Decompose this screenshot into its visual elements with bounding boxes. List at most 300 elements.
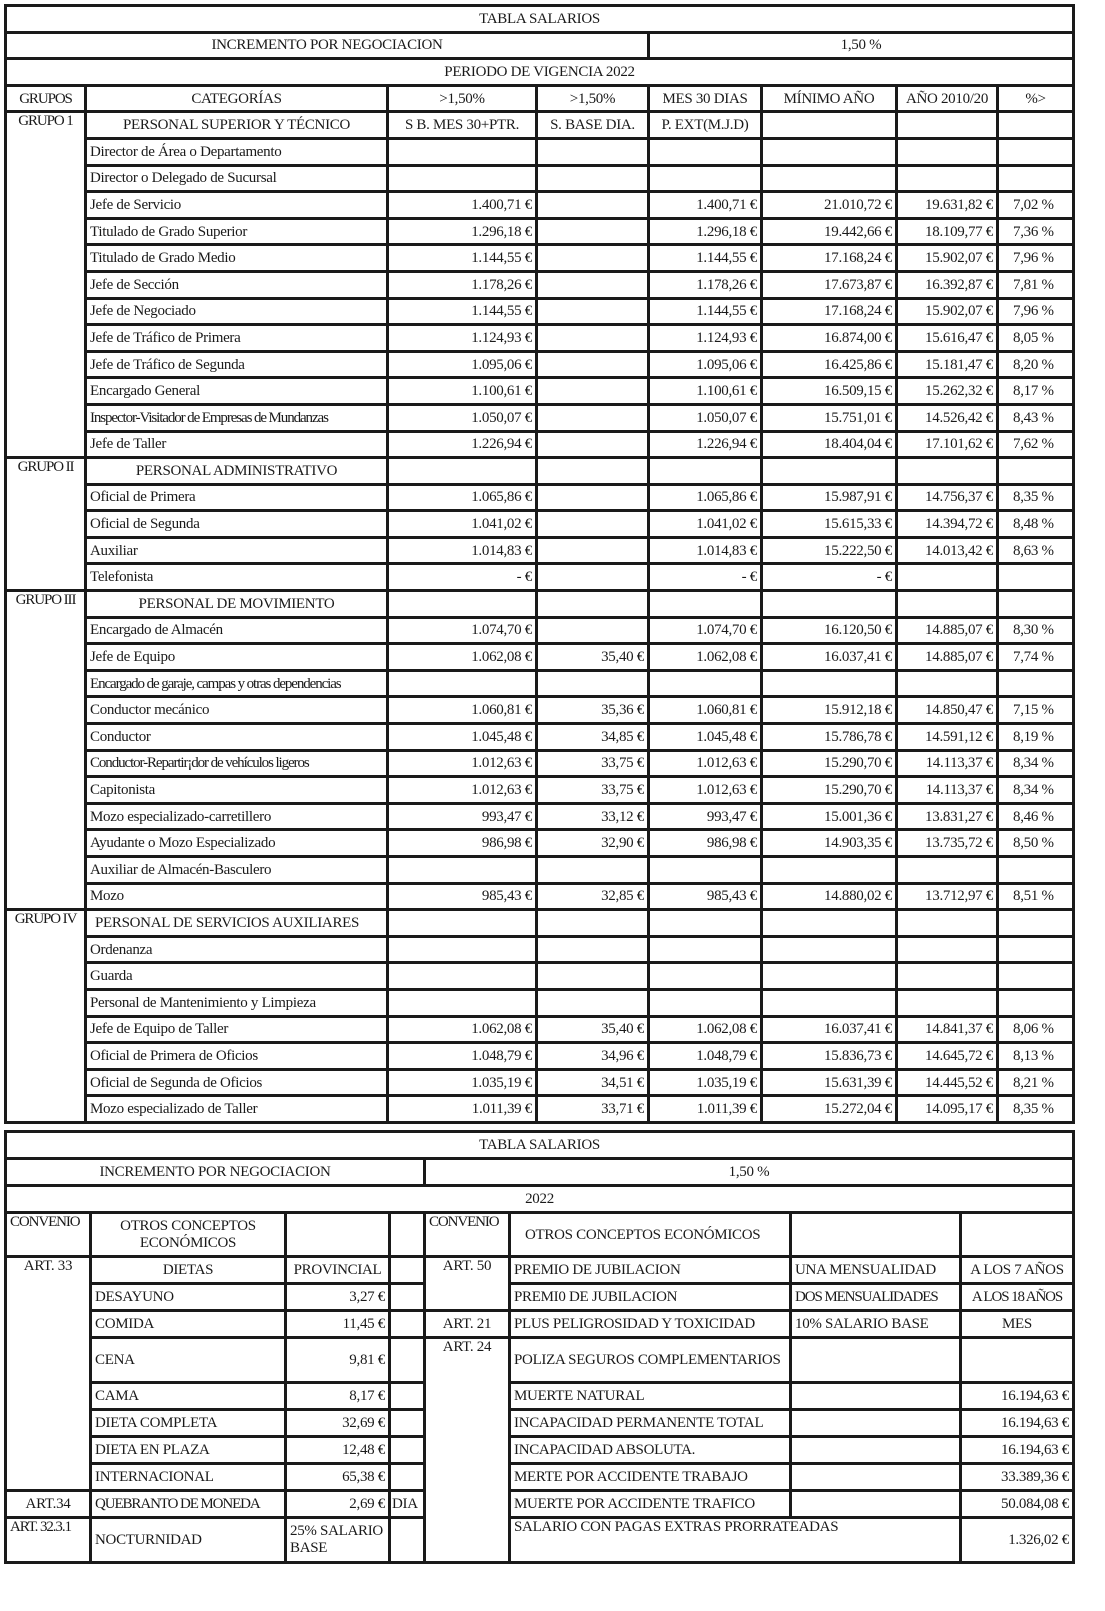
header-minimo-ano: MÍNIMO AÑO xyxy=(762,85,897,112)
empty-cell xyxy=(286,1213,390,1257)
extra-pay: 1.062,08 € xyxy=(649,1016,762,1043)
extra-pay: 1.012,63 € xyxy=(649,777,762,804)
extra-pay: 1.144,55 € xyxy=(649,298,762,325)
table-row xyxy=(6,271,1074,298)
salary-base-day: 34,85 € xyxy=(537,724,649,751)
salary-base-month: 1.014,83 € xyxy=(388,537,537,564)
empty-cell xyxy=(388,591,537,618)
category-name: Oficial de Segunda de Oficios xyxy=(86,1069,388,1096)
extra-pay: 1.012,63 € xyxy=(649,750,762,777)
salary-base-month: 1.035,19 € xyxy=(388,1069,537,1096)
extra-pay: 1.124,93 € xyxy=(649,325,762,352)
salary-base-month: 1.100,61 € xyxy=(388,378,537,405)
category-name: Oficial de Primera xyxy=(86,484,388,511)
category-name: Oficial de Primera de Oficios xyxy=(86,1043,388,1070)
empty-cell xyxy=(762,910,897,937)
empty-cell xyxy=(791,1338,961,1383)
previous-year: 13.735,72 € xyxy=(897,830,998,857)
empty-cell xyxy=(388,910,537,937)
minimum-year: 21.010,72 € xyxy=(762,192,897,219)
salary-base-day xyxy=(537,857,649,884)
previous-year: 14.445,52 € xyxy=(897,1069,998,1096)
seguro-value: 16.194,63 € xyxy=(961,1410,1074,1437)
salary-base-day: 35,36 € xyxy=(537,697,649,724)
salary-base-month: 1.074,70 € xyxy=(388,617,537,644)
increase-pct: 8,51 % xyxy=(998,883,1074,910)
empty-cell xyxy=(388,458,537,485)
salary-base-day xyxy=(537,617,649,644)
minimum-year: 15.290,70 € xyxy=(762,750,897,777)
seguro-concept: INCAPACIDAD PERMANENTE TOTAL xyxy=(510,1410,791,1437)
empty-cell xyxy=(390,1518,425,1563)
previous-year xyxy=(897,670,998,697)
premio1-value: UNA MENSUALIDAD xyxy=(791,1257,961,1284)
salary-base-month: 1.050,07 € xyxy=(388,404,537,431)
empty-cell xyxy=(649,458,762,485)
salary-base-month xyxy=(388,989,537,1016)
minimum-year: 15.786,78 € xyxy=(762,724,897,751)
salary-base-day xyxy=(537,378,649,405)
minimum-year: 18.404,04 € xyxy=(762,431,897,458)
header-row xyxy=(6,85,1074,112)
subheader: S B. MES 30+PTR. xyxy=(388,112,537,139)
category-name: Mozo xyxy=(86,883,388,910)
quebranto-unit: DIA xyxy=(390,1491,425,1518)
art34-label: ART.34 xyxy=(6,1491,91,1518)
category-name: Jefe de Servicio xyxy=(86,192,388,219)
table2-year: 2022 xyxy=(6,1186,1074,1213)
salary-base-day xyxy=(537,963,649,990)
minimum-year: 15.615,33 € xyxy=(762,511,897,538)
group-title: PERSONAL SUPERIOR Y TÉCNICO xyxy=(86,112,388,139)
increase-pct xyxy=(998,564,1074,591)
minimum-year: 15.836,73 € xyxy=(762,1043,897,1070)
increase-pct: 7,36 % xyxy=(998,218,1074,245)
category-name: Director de Área o Departamento xyxy=(86,138,388,165)
dieta-value: 32,69 € xyxy=(286,1410,390,1437)
extra-pay: 1.035,19 € xyxy=(649,1069,762,1096)
header-pct: %> xyxy=(998,85,1074,112)
empty-cell xyxy=(537,591,649,618)
empty-cell xyxy=(897,112,998,139)
previous-year: 15.262,32 € xyxy=(897,378,998,405)
extra-pay: 1.065,86 € xyxy=(649,484,762,511)
category-name: Titulado de Grado Superior xyxy=(86,218,388,245)
extra-pay: 1.226,94 € xyxy=(649,431,762,458)
table2-title: TABLA SALARIOS xyxy=(6,1132,1074,1159)
increase-pct: 8,63 % xyxy=(998,537,1074,564)
extra-pay: 1.095,06 € xyxy=(649,351,762,378)
previous-year: 14.095,17 € xyxy=(897,1096,998,1123)
group-row xyxy=(6,591,1074,618)
increase-pct xyxy=(998,165,1074,192)
salary-base-day: 33,75 € xyxy=(537,750,649,777)
empty-cell xyxy=(897,591,998,618)
increase-pct: 7,96 % xyxy=(998,245,1074,272)
header-grupos: GRUPOS xyxy=(6,85,86,112)
salary-base-month: 1.012,63 € xyxy=(388,777,537,804)
seguro-value: 16.194,63 € xyxy=(961,1437,1074,1464)
dieta-concept: DIETA EN PLAZA xyxy=(91,1437,286,1464)
minimum-year: 17.168,24 € xyxy=(762,245,897,272)
minimum-year: 16.874,00 € xyxy=(762,325,897,352)
extra-pay: 1.100,61 € xyxy=(649,378,762,405)
increase-pct: 7,15 % xyxy=(998,697,1074,724)
category-name: Director o Delegado de Sucursal xyxy=(86,165,388,192)
salary-base-month: 1.144,55 € xyxy=(388,245,537,272)
increase-pct: 8,46 % xyxy=(998,803,1074,830)
increase-pct: 8,20 % xyxy=(998,351,1074,378)
art50-label: ART. 50 xyxy=(425,1257,510,1311)
increase-pct: 8,05 % xyxy=(998,325,1074,352)
salary-base-day xyxy=(537,511,649,538)
extra-pay xyxy=(649,670,762,697)
empty-cell xyxy=(791,1491,961,1518)
table-row xyxy=(6,697,1074,724)
salary-base-day: 34,96 € xyxy=(537,1043,649,1070)
category-name: Mozo especializado de Taller xyxy=(86,1096,388,1123)
salary-base-month xyxy=(388,138,537,165)
seguro-concept: INCAPACIDAD ABSOLUTA. xyxy=(510,1437,791,1464)
dieta-value: 9,81 € xyxy=(286,1338,390,1383)
salary-base-month: 1.062,08 € xyxy=(388,1016,537,1043)
salary-base-month: 1.065,86 € xyxy=(388,484,537,511)
salary-base-day: 33,71 € xyxy=(537,1096,649,1123)
salary-base-day xyxy=(537,431,649,458)
group-row xyxy=(6,112,1074,139)
empty-cell xyxy=(791,1464,961,1491)
increment-label: INCREMENTO POR NEGOCIACION xyxy=(6,32,649,59)
salary-base-month: 1.041,02 € xyxy=(388,511,537,538)
extra-pay: 985,43 € xyxy=(649,883,762,910)
category-name: Jefe de Taller xyxy=(86,431,388,458)
extra-pay xyxy=(649,165,762,192)
plus-when: MES xyxy=(961,1311,1074,1338)
art21-label: ART. 21 xyxy=(425,1311,510,1338)
empty-cell xyxy=(390,1383,425,1410)
table-row xyxy=(6,404,1074,431)
minimum-year: 14.880,02 € xyxy=(762,883,897,910)
category-name: Guarda xyxy=(86,963,388,990)
minimum-year xyxy=(762,963,897,990)
empty-cell xyxy=(390,1338,425,1383)
empty-cell xyxy=(998,591,1074,618)
group-title: PERSONAL ADMINISTRATIVO xyxy=(86,458,388,485)
minimum-year xyxy=(762,936,897,963)
extra-pay: 1.074,70 € xyxy=(649,617,762,644)
minimum-year: - € xyxy=(762,564,897,591)
table-row xyxy=(6,564,1074,591)
dietas-label: DIETAS xyxy=(91,1257,286,1284)
salary-base-day xyxy=(537,271,649,298)
category-name: Telefonista xyxy=(86,564,388,591)
table-row xyxy=(6,484,1074,511)
table-row xyxy=(6,325,1074,352)
empty-cell xyxy=(390,1464,425,1491)
table-row xyxy=(6,777,1074,804)
salary-base-day: 32,90 € xyxy=(537,830,649,857)
extra-pay: 1.400,71 € xyxy=(649,192,762,219)
table-row xyxy=(6,644,1074,671)
table-row xyxy=(6,351,1074,378)
table-row xyxy=(6,857,1074,884)
extra-pay xyxy=(649,138,762,165)
table-row xyxy=(6,218,1074,245)
category-name: Encargado de garaje, campas y otras dependencias xyxy=(86,670,388,697)
extra-pay: 1.045,48 € xyxy=(649,724,762,751)
previous-year: 14.394,72 € xyxy=(897,511,998,538)
nocturnidad-label: NOCTURNIDAD xyxy=(91,1518,286,1563)
category-name: Jefe de Equipo de Taller xyxy=(86,1016,388,1043)
empty-cell xyxy=(390,1257,425,1284)
salary-base-day xyxy=(537,936,649,963)
salary-base-day xyxy=(537,192,649,219)
previous-year: 17.101,62 € xyxy=(897,431,998,458)
previous-year xyxy=(897,138,998,165)
table2-increment-label: INCREMENTO POR NEGOCIACION xyxy=(6,1159,425,1186)
group-title: PERSONAL DE MOVIMIENTO xyxy=(86,591,388,618)
salary-base-month: 1.144,55 € xyxy=(388,298,537,325)
header-base-dia: >1,50% xyxy=(537,85,649,112)
increase-pct: 8,19 % xyxy=(998,724,1074,751)
plus-value: 10% SALARIO BASE xyxy=(791,1311,961,1338)
dieta-concept: INTERNACIONAL xyxy=(91,1464,286,1491)
table-row xyxy=(6,724,1074,751)
increase-pct: 7,74 % xyxy=(998,644,1074,671)
empty-cell xyxy=(791,1437,961,1464)
salary-base-day xyxy=(537,298,649,325)
empty-cell xyxy=(762,591,897,618)
dieta-value: 65,38 € xyxy=(286,1464,390,1491)
table-row xyxy=(6,378,1074,405)
minimum-year: 16.120,50 € xyxy=(762,617,897,644)
salary-base-day xyxy=(537,564,649,591)
empty-cell xyxy=(390,1213,425,1257)
previous-year xyxy=(897,857,998,884)
minimum-year: 16.425,86 € xyxy=(762,351,897,378)
empty-cell xyxy=(998,458,1074,485)
category-name: Jefe de Negociado xyxy=(86,298,388,325)
increase-pct: 8,06 % xyxy=(998,1016,1074,1043)
previous-year: 14.645,72 € xyxy=(897,1043,998,1070)
previous-year: 18.109,77 € xyxy=(897,218,998,245)
empty-cell xyxy=(390,1311,425,1338)
salary-base-day xyxy=(537,138,649,165)
increase-pct xyxy=(998,857,1074,884)
minimum-year: 14.903,35 € xyxy=(762,830,897,857)
minimum-year xyxy=(762,857,897,884)
category-name: Capitonista xyxy=(86,777,388,804)
extra-pay: 1.062,08 € xyxy=(649,644,762,671)
extra-pay: 1.178,26 € xyxy=(649,271,762,298)
minimum-year: 15.290,70 € xyxy=(762,777,897,804)
empty-cell xyxy=(390,1410,425,1437)
minimum-year: 16.037,41 € xyxy=(762,1016,897,1043)
increase-pct xyxy=(998,936,1074,963)
previous-year xyxy=(897,165,998,192)
extra-pay: 1.060,81 € xyxy=(649,697,762,724)
extra-pay: 1.011,39 € xyxy=(649,1096,762,1123)
empty-cell xyxy=(390,1437,425,1464)
increase-pct: 8,21 % xyxy=(998,1069,1074,1096)
other-concepts-table xyxy=(4,1130,1075,1564)
salary-base-day xyxy=(537,404,649,431)
salary-base-day: 35,40 € xyxy=(537,644,649,671)
extra-pay xyxy=(649,857,762,884)
extra-pay xyxy=(649,936,762,963)
salary-base-day: 35,40 € xyxy=(537,1016,649,1043)
salary-base-day xyxy=(537,484,649,511)
increase-pct: 8,13 % xyxy=(998,1043,1074,1070)
poliza-label: POLIZA SEGUROS COMPLEMENTARIOS xyxy=(510,1338,791,1383)
salary-base-day xyxy=(537,165,649,192)
minimum-year: 15.751,01 € xyxy=(762,404,897,431)
category-name: Conductor-Repartir¡dor de vehículos ligeros xyxy=(86,750,388,777)
previous-year: 13.712,97 € xyxy=(897,883,998,910)
salary-base-month: 1.048,79 € xyxy=(388,1043,537,1070)
premio1-when: A LOS 7 AÑOS xyxy=(961,1257,1074,1284)
empty-cell xyxy=(649,910,762,937)
increase-pct: 8,30 % xyxy=(998,617,1074,644)
previous-year xyxy=(897,989,998,1016)
minimum-year: 15.912,18 € xyxy=(762,697,897,724)
minimum-year: 19.442,66 € xyxy=(762,218,897,245)
table-row xyxy=(6,936,1074,963)
art33-label: ART. 33 xyxy=(6,1257,91,1491)
increase-pct: 7,96 % xyxy=(998,298,1074,325)
dieta-concept: CAMA xyxy=(91,1383,286,1410)
salary-base-month xyxy=(388,963,537,990)
increase-pct: 8,34 % xyxy=(998,777,1074,804)
premio1: PREMIO DE JUBILACION xyxy=(510,1257,791,1284)
left-header-convenio: CONVENIO xyxy=(6,1213,91,1257)
dieta-concept: DESAYUNO xyxy=(91,1284,286,1311)
group-label: GRUPO II xyxy=(6,458,86,591)
previous-year: 15.616,47 € xyxy=(897,325,998,352)
minimum-year xyxy=(762,165,897,192)
empty-cell xyxy=(961,1338,1074,1383)
increase-pct: 8,43 % xyxy=(998,404,1074,431)
table-row xyxy=(6,165,1074,192)
previous-year: 14.526,42 € xyxy=(897,404,998,431)
category-name: Conductor mecánico xyxy=(86,697,388,724)
salary-base-month: 1.045,48 € xyxy=(388,724,537,751)
category-name: Oficial de Segunda xyxy=(86,511,388,538)
table-row xyxy=(6,511,1074,538)
increase-pct: 8,35 % xyxy=(998,1096,1074,1123)
seguro-value: 33.389,36 € xyxy=(961,1464,1074,1491)
previous-year: 19.631,82 € xyxy=(897,192,998,219)
minimum-year: 15.272,04 € xyxy=(762,1096,897,1123)
extra-pay: 1.014,83 € xyxy=(649,537,762,564)
increase-pct: 8,48 % xyxy=(998,511,1074,538)
provincial-label: PROVINCIAL xyxy=(286,1257,390,1284)
empty-cell xyxy=(762,458,897,485)
header-sb: >1,50% xyxy=(388,85,537,112)
salary-base-month xyxy=(388,936,537,963)
table-row xyxy=(6,1043,1074,1070)
nocturnidad-value: 25% SALARIO BASE xyxy=(286,1518,390,1563)
art3231-label: ART. 32.3.1 xyxy=(6,1518,91,1563)
table-title: TABLA SALARIOS xyxy=(6,6,1074,33)
empty-cell xyxy=(537,458,649,485)
salary-base-month xyxy=(388,165,537,192)
dieta-concept: DIETA COMPLETA xyxy=(91,1410,286,1437)
table-row xyxy=(6,963,1074,990)
extra-pay: 986,98 € xyxy=(649,830,762,857)
dieta-value: 11,45 € xyxy=(286,1311,390,1338)
table-row xyxy=(6,245,1074,272)
seguro-concept: MUERTE POR ACCIDENTE TRAFICO xyxy=(510,1491,791,1518)
dieta-concept: COMIDA xyxy=(91,1311,286,1338)
empty-cell xyxy=(762,112,897,139)
salary-base-month: 993,47 € xyxy=(388,803,537,830)
previous-year: 15.902,07 € xyxy=(897,298,998,325)
previous-year: 15.902,07 € xyxy=(897,245,998,272)
right-header-convenio: CONVENIO xyxy=(425,1213,510,1257)
salary-base-day: 32,85 € xyxy=(537,883,649,910)
salary-base-month: - € xyxy=(388,564,537,591)
salary-base-day: 33,12 € xyxy=(537,803,649,830)
quebranto-label: QUEBRANTO DE MONEDA xyxy=(91,1491,286,1518)
empty-cell xyxy=(897,910,998,937)
previous-year xyxy=(897,963,998,990)
minimum-year xyxy=(762,670,897,697)
extra-pay: - € xyxy=(649,564,762,591)
group-label: GRUPO IV xyxy=(6,910,86,1123)
increase-pct: 8,35 % xyxy=(998,484,1074,511)
group-row xyxy=(6,910,1074,937)
category-name: Encargado General xyxy=(86,378,388,405)
increase-pct xyxy=(998,138,1074,165)
previous-year: 14.113,37 € xyxy=(897,777,998,804)
previous-year xyxy=(897,564,998,591)
minimum-year: 15.987,91 € xyxy=(762,484,897,511)
salary-base-month: 1.124,93 € xyxy=(388,325,537,352)
art24-label: ART. 24 xyxy=(425,1338,510,1563)
empty-cell xyxy=(791,1383,961,1410)
seguro-concept: MUERTE NATURAL xyxy=(510,1383,791,1410)
minimum-year: 17.673,87 € xyxy=(762,271,897,298)
table-row xyxy=(6,617,1074,644)
empty-cell xyxy=(390,1284,425,1311)
category-name: Auxiliar xyxy=(86,537,388,564)
salary-base-month: 1.296,18 € xyxy=(388,218,537,245)
previous-year: 14.113,37 € xyxy=(897,750,998,777)
empty-cell xyxy=(649,591,762,618)
empty-cell xyxy=(791,1410,961,1437)
salary-base-day: 34,51 € xyxy=(537,1069,649,1096)
empty-cell xyxy=(897,458,998,485)
salary-base-month: 986,98 € xyxy=(388,830,537,857)
table-row xyxy=(6,1016,1074,1043)
seguro-value: 50.084,08 € xyxy=(961,1491,1074,1518)
extra-pay: 1.050,07 € xyxy=(649,404,762,431)
previous-year: 14.850,47 € xyxy=(897,697,998,724)
increase-pct: 8,50 % xyxy=(998,830,1074,857)
salary-base-month: 1.178,26 € xyxy=(388,271,537,298)
increase-pct xyxy=(998,963,1074,990)
category-name: Jefe de Tráfico de Primera xyxy=(86,325,388,352)
previous-year: 15.181,47 € xyxy=(897,351,998,378)
category-name: Inspector-Visitador de Empresas de Mundanzas xyxy=(86,404,388,431)
table-row xyxy=(6,537,1074,564)
salario-value: 1.326,02 € xyxy=(961,1518,1074,1563)
header-categorias: CATEGORÍAS xyxy=(86,85,388,112)
table-row xyxy=(6,830,1074,857)
increase-pct xyxy=(998,670,1074,697)
group-label: GRUPO 1 xyxy=(6,112,86,458)
